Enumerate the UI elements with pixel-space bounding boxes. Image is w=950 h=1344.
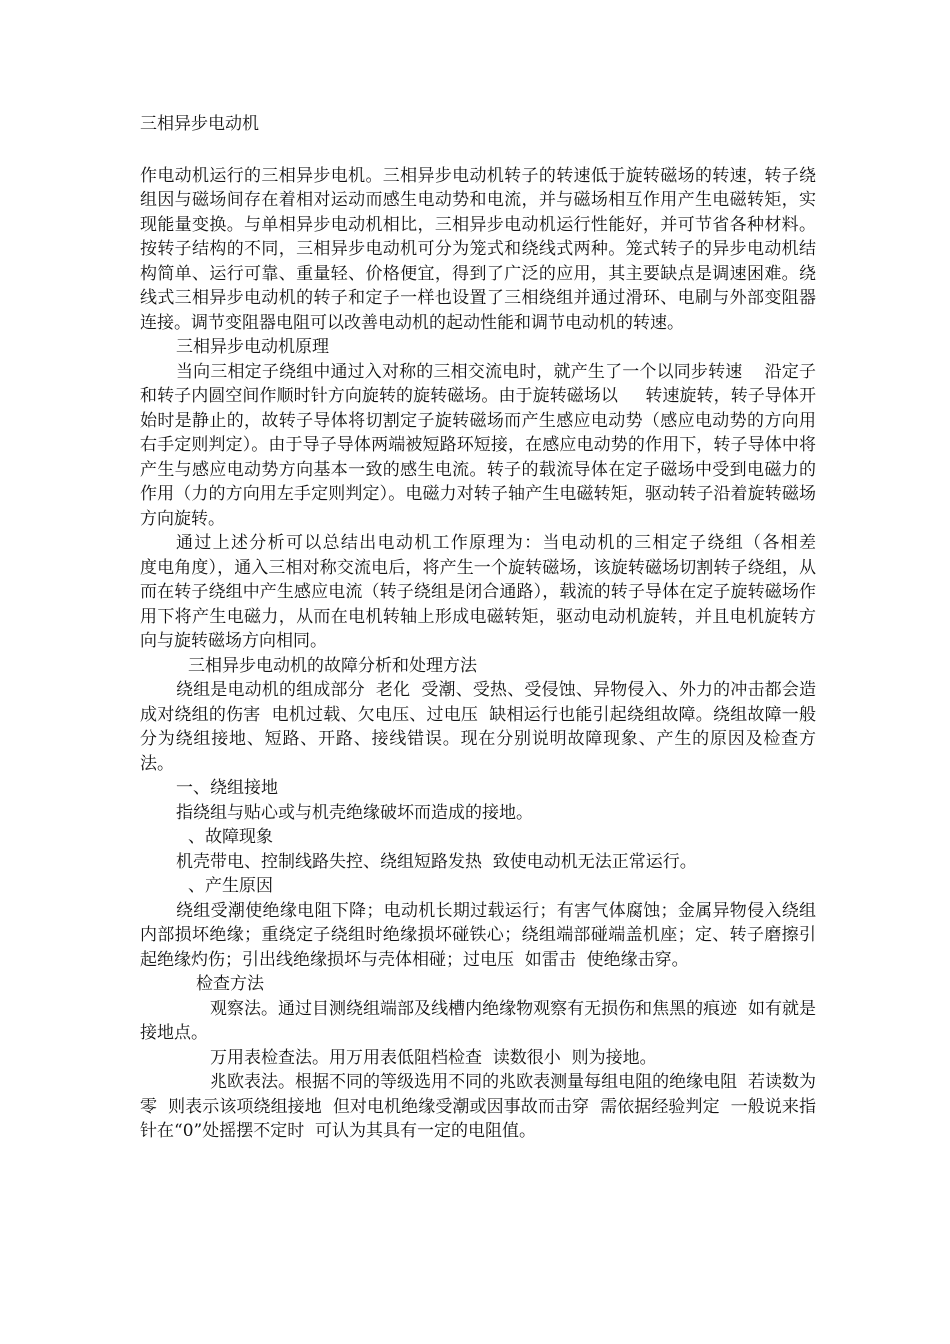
body-paragraph: 兆欧表法。根据不同的等级选用不同的兆欧表测量每组电阻的绝缘电阻 若读数为零 则表示该项绕组接地 但对电机绝缘受潮或因事故而击穿 需依据经验判定 一般说来指针在“0”处摇摆不定时 可认为其具有一定的电阻值。 <box>140 1072 816 1141</box>
document-body <box>140 164 849 1144</box>
body-paragraph: 通过上述分析可以总结出电动机工作原理为：当电动机的三相定子绕组（各相差 度电角度），通入三相对称交流电后，将产生一个旋转磁场，该旋转磁场切割转子绕组，从而在转子绕组中产生感应电流（转子绕组是闭合通路），载流的转子导体在定子旋转磁场作用下将产生电磁力，从而在电机转轴上形成电磁转矩，驱动电动机旋转，并且电机旋转方向与旋转磁场方向相同。 <box>140 533 849 651</box>
body-paragraph: 三相异步电动机原理 <box>176 337 329 357</box>
body-paragraph: 检查方法 <box>196 974 264 994</box>
body-paragraph: 绕组是电动机的组成部分 老化 受潮、受热、受侵蚀、异物侵入、外力的冲击都会造成对绕组的伤害 电机过载、欠电压、过电压 缺相运行也能引起绕组故障。绕组故障一般分为绕组接地、短路、开路、接线错误。现在分别说明故障现象、产生的原因及检查方法。 <box>140 680 816 774</box>
body-paragraph: 一、绕组接地 <box>176 778 278 798</box>
body-paragraph: 万用表检查法。用万用表低阻档检查 读数很小 则为接地。 <box>210 1047 657 1068</box>
body-paragraph: 作电动机运行的三相异步电机。三相异步电动机转子的转速低于旋转磁场的转速，转子绕组因与磁场间存在着相对运动而感生电动势和电流，并与磁场相互作用产生电磁转矩，实现能量变换。与单相异步电动机相比，三相异步电动机运行性能好，并可节省各种材料。按转子结构的不同，三相异步电动机可分为笼式和绕线式两种。笼式转子的异步电动机结构简单、运行可靠、重量轻、价格便宜，得到了广泛的应用，其主要缺点是调速困难。绕线式三相异步电动机的转子和定子一样也设置了三相绕组并通过滑环、电刷与外部变阻器连接。调节变阻器电阻可以改善电动机的起动性能和调节电动机的转速。 <box>140 165 816 333</box>
body-paragraph: 观察法。通过目测绕组端部及线槽内绝缘物观察有无损伤和焦黑的痕迹 如有就是接地点。 <box>140 998 816 1043</box>
body-paragraph: 指绕组与贴心或与机壳绝缘破坏而造成的接地。 <box>176 802 533 823</box>
body-paragraph: 机壳带电、控制线路失控、绕组短路发热 致使电动机无法正常运行。 <box>176 851 697 872</box>
body-paragraph: 当向三相定子绕组中通过入对称的三相交流电时，就产生了一个以同步转速 沿定子和转子内圆空间作顺时针方向旋转的旋转磁场。由于旋转磁场以 转速旋转，转子导体开始时是静止的，故转子导体将切割定子旋转磁场而产生感应电动势（感应电动势的方向用右手定则判定）。由于导子导体两端被短路环短接，在感应电动势的作用下，转子导体中将产生与感应电动势方向基本一致的感生电流。转子的载流导体在定子磁场中受到电磁力的作用（力的方向用左手定则判定）。电磁力对转子轴产生电磁转矩，驱动转子沿着旋转磁场方向旋转。 <box>140 361 816 529</box>
body-paragraph: 绕组受潮使绝缘电阻下降；电动机长期过载运行；有害气体腐蚀；金属异物侵入绕组内部损坏绝缘；重绕定子绕组时绝缘损坏碰铁心；绕组端部碰端盖机座；定、转子磨擦引起绝缘灼伤；引出线绝缘损坏与壳体相碰；过电压 如雷击 使绝缘击穿。 <box>140 900 816 970</box>
document-title: 三相异步电动机 <box>140 114 259 134</box>
document-page <box>140 112 849 1144</box>
body-paragraph: 、产生原因 <box>188 876 273 896</box>
body-paragraph: 三相异步电动机的故障分析和处理方法 <box>188 655 477 676</box>
body-paragraph: 、故障现象 <box>188 827 273 847</box>
